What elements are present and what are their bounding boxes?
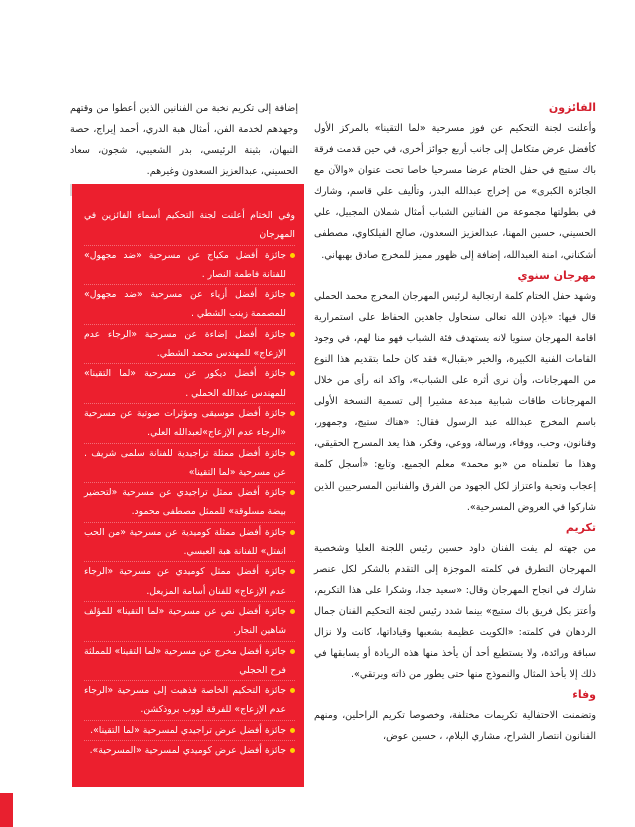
list-item: جائزة أفضل ممثلة كوميدية عن مسرحية «من الحب انفتل» للفنانة هبة العبسي. (84, 522, 295, 562)
honor-heading: تكريم (565, 520, 596, 534)
left-column-intro (70, 98, 298, 182)
list-item: جائزة أفضل إضاءة عن مسرحية «الرجاء عدم الإزعاج» للمهندس محمد الشطي. (84, 324, 295, 364)
honor-paragraph: من جهته لم يفت الفنان داود حسين رئيس اللجنة العليا وشخصية المهرجان التطرق في كلمته الموجزة إلى التقدم بالشكر لكل عنصر شارك في انجاح المهرجان وقال: «سعيد جدا، وشكرا على هذا التكريم، وأعتز بكل فريق باك ستيج» بينما شدد رئيس لجنة التحكيم الفنان جمال الردهان في كلمته: «الكويت عظيمة بشعبها وقياداتها، كانت ولا نزال سباقة ورائدة، ولا يستطيع أحد أن يأخذ منها هذه الريادة أو يسابقها في ذلك إلا بأخذ المثال والنموذج منها حتى يطور من ذاته ويرتقي». (314, 542, 596, 681)
list-item: جائزة أفضل موسيقى ومؤثرات صوتية عن مسرحية «الرجاء عدم الإزعاج»لعبدالله العلي. (84, 403, 295, 443)
winners-box (72, 184, 304, 787)
list-item: جائزة التحكيم الخاصة فذهبت إلى مسرحية «الرجاء عدم الإزعاج» للفرقة لووب بروذكشن. (84, 680, 295, 720)
list-item: جائزة أفضل أزياء عن مسرحية «ضد مجهول» للمصممة زينب الشطي . (84, 284, 295, 324)
honorees-paragraph: إضافة إلى تكريم نخبة من الفنانين الذين أعطوا من وقتهم وجهدهم لخدمة الفن، أمثال هبة الدري، أحمد إيراج، حصة النبهان، بثينة الرئيسي، بدر الشعيبي، شجون، سعاد الحسيني، عبدالعزيز السعدون وغيرهم. (70, 103, 298, 178)
list-item: جائزة أفضل ممثلة تراجيدية للفنانة سلمى شريف . عن مسرحية «لما التقينا» (84, 443, 295, 483)
winners-paragraph: وأعلنت لجنة التحكيم عن فوز مسرحية «لما التقينا» بالمركز الأول كأفضل عرض متكامل إلى جانب أربع جوائز أخرى، في حين قدمت فرقة باك ستيج في حفل الختام عرضا مسرحيا خاصا تحت عنوان «والآن مع الجائزة الكبرى» من إخراج عبدالله البدر، وتأليف علي قاسم، وشارك في بطولتها مجموعة من الفنانين الشباب أمثال شملان المجبيل، علي الحسيني، حسين المهنا، عبدالعزيز السعدون، صالح الفيلكاوي، مصطفى أشكناني، امنة العبدالله، إضافة إلى ظهور مميز للمخرج صادق بهبهاني. (314, 123, 596, 261)
list-item: جائزة أفضل مكياج عن مسرحية «ضد مجهول» للفنانة فاطمة النصار . (84, 245, 295, 285)
winners-box-intro: وفي الختام أعلنت لجنة التحكيم أسماء الفائزين في المهرجان (84, 210, 295, 241)
loyalty-heading: وفاء (572, 688, 596, 702)
winners-list (84, 245, 295, 761)
annual-festival-heading: مهرجان سنوي (517, 268, 596, 282)
list-item: جائزة أفضل نص عن مسرحية «لما التقينا» للمؤلف شاهين النجار. (84, 601, 295, 641)
list-item: جائزة أفضل عرض كوميدي لمسرحية «المسرحية». (84, 740, 295, 760)
annual-festival-paragraph: وشهد حفل الختام كلمة ارتجالية لرئيس المهرجان المخرج محمد الحملي قال فيها: «بإذن الله تعالى سنحاول جاهدين الحفاظ على استمرارية اقامة المهرجان سنويا لانه يستهدف فئة الشباب فهو منا لهم، في وجود القامات الفنية الكبيرة، والخير «بقبال» فقد كان حلما بتقديم هذا النوع من المهرجانات، وأن نرى أثره على الشباب»، واكد انه رأى من خلال المهرجانات طاقات شبابية مبدعة مشيرا إلى تسمية النسخة الأولى باسم المخرج عبدالله عبد الرسول فقال: «هناك ستيج، وجمهور، وفنانون، وحب، ووفاء، ورسالة، ووعي، وفكر، هذا يعد المسرح الحقيقي، وهذا ما تعلمناه من «بو محمد» معلم الجميع. وتابع: «أسجل كلمة إعجاب وتحية واعتزاز لكل الجهود من الفرق والفنانين المسرحيين الذين شاركوا في العروض المسرحية». (314, 290, 596, 513)
winners-heading: الفائزون (548, 101, 596, 114)
list-item: جائزة أفضل مخرج عن مسرحية «لما التقينا» للمملثة فرح الحجلي (84, 641, 295, 681)
list-item: جائزة أفضل ممثل كوميدي عن مسرحية «الرجاء عدم الإزعاج» للفنان أسامة المزيعل. (84, 561, 295, 601)
list-item: جائزة أفضل عرض تراجيدي لمسرحية «لما التقينا». (84, 720, 295, 740)
page-edge-accent (0, 793, 13, 827)
list-item: جائزة أفضل ممثل تراجيدي عن مسرحية «لتحضير بيضة مسلوقة» للممثل مصطفى محمود. (84, 482, 295, 522)
list-item: جائزة أفضل ديكور عن مسرحية «لما التقينا» للمهندس عبدالله الحملي . (84, 363, 295, 403)
right-column (314, 98, 596, 748)
loyalty-paragraph: وتضمنت الاحتفالية تكريمات مختلفة، وخصوصا تكريم الراحلين، ومنهم الفنانون انتصار الشراح، مشاري البلام، ، حسين عوض، (314, 710, 596, 743)
